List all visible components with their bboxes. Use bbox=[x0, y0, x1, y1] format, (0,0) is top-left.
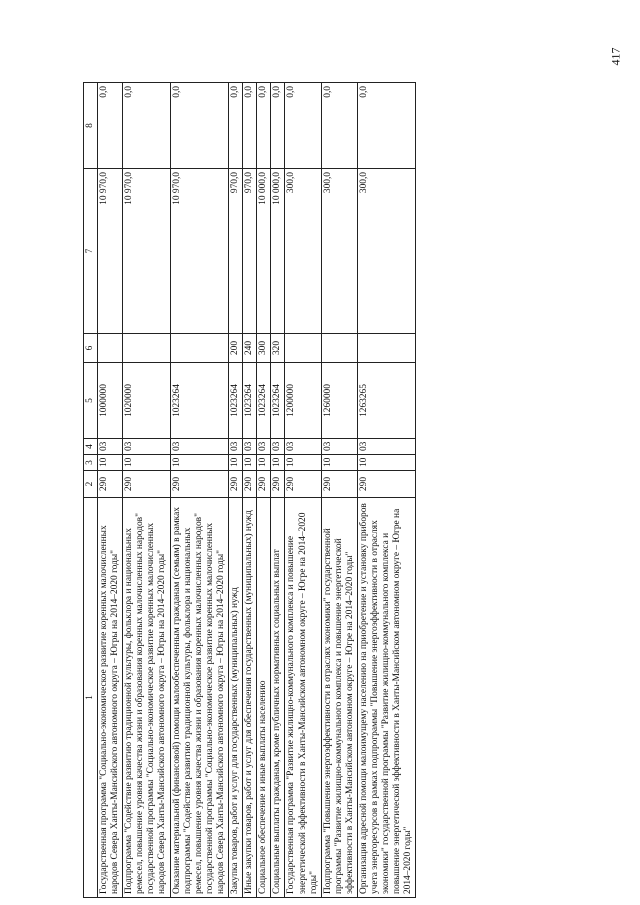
row-description: Подпрограмма "Содействие развитию традиционной культуры, фольклора и национальных ремесел, повышение уровня качества жизни и образования коренных малочисленных народов" государственной программы "Социально-экономическое развитие коренных малочисленных народов Севера Ханты-Мансийского автономного округа – Югры на 2014–2020 годы" bbox=[123, 498, 170, 898]
cell-subsection: 03 bbox=[170, 439, 228, 455]
row-description: Подпрограмма "Повышение энергоэффективности в отраслях экономики" государственной программы "Развитие жилищно-коммунального комплекса и повышение энергетической эффективности в Ханты-Мансийском автономном округе – Югре на 2014–2020 годы" bbox=[321, 498, 357, 898]
cell-expense-type bbox=[170, 334, 228, 363]
cell-amount-2: 0,0 bbox=[229, 83, 243, 169]
row-description: Социальное обеспечение и иные выплаты населению bbox=[257, 498, 271, 898]
cell-expense-type bbox=[98, 334, 123, 363]
cell-section: 10 bbox=[229, 455, 243, 471]
cell-section: 10 bbox=[257, 455, 271, 471]
cell-amount-2: 0,0 bbox=[243, 83, 257, 169]
cell-subsection: 03 bbox=[98, 439, 123, 455]
column-header: 5 bbox=[84, 363, 98, 439]
cell-subsection: 03 bbox=[321, 439, 357, 455]
cell-section: 10 bbox=[285, 455, 321, 471]
cell-subsection: 03 bbox=[257, 439, 271, 455]
table-row bbox=[257, 83, 271, 898]
column-header: 4 bbox=[84, 439, 98, 455]
cell-target-article: 1020000 bbox=[123, 363, 170, 439]
cell-target-article: 1023264 bbox=[271, 363, 285, 439]
cell-code: 290 bbox=[243, 471, 257, 498]
row-description: Иные закупки товаров, работ и услуг для обеспечения государственных (муниципальных) нужд bbox=[243, 498, 257, 898]
column-header: 1 bbox=[84, 498, 98, 898]
row-description: Организация адресной помощи малоимущему населению на приобретение и установку приборов учета энергоресурсов в рамках подпрограммы "Повышение энергоэффективности в отраслях экономики" государственной программы "Развитие жилищно-коммунального комплекса и повышение энергетической эффективности в Ханты-Мансийском автономном округе – Югре на 2014–2020 годы" bbox=[357, 498, 415, 898]
column-header: 8 bbox=[84, 83, 98, 169]
cell-amount-2: 0,0 bbox=[357, 83, 415, 169]
cell-code: 290 bbox=[98, 471, 123, 498]
row-description: Государственная программа "Развитие жилищно-коммунального комплекса и повышение энергетической эффективности в Ханты-Мансийском автономном округе – Югре на 2014–2020 годы" bbox=[285, 498, 321, 898]
row-description: Социальные выплаты гражданам, кроме публичных нормативных социальных выплат bbox=[271, 498, 285, 898]
cell-expense-type: 240 bbox=[243, 334, 257, 363]
cell-target-article: 1023264 bbox=[170, 363, 228, 439]
cell-expense-type bbox=[357, 334, 415, 363]
cell-amount: 10 970,0 bbox=[98, 169, 123, 334]
cell-target-article: 1200000 bbox=[285, 363, 321, 439]
cell-section: 10 bbox=[271, 455, 285, 471]
cell-expense-type: 300 bbox=[257, 334, 271, 363]
cell-target-article: 1023264 bbox=[257, 363, 271, 439]
cell-code: 290 bbox=[357, 471, 415, 498]
cell-amount: 10 970,0 bbox=[170, 169, 228, 334]
table-row bbox=[321, 83, 357, 898]
cell-expense-type bbox=[285, 334, 321, 363]
cell-subsection: 03 bbox=[285, 439, 321, 455]
cell-code: 290 bbox=[321, 471, 357, 498]
column-header: 3 bbox=[84, 455, 98, 471]
table-row bbox=[98, 83, 123, 898]
cell-code: 290 bbox=[257, 471, 271, 498]
cell-amount-2: 0,0 bbox=[285, 83, 321, 169]
cell-amount: 300,0 bbox=[285, 169, 321, 334]
table-row bbox=[243, 83, 257, 898]
cell-target-article: 1000000 bbox=[98, 363, 123, 439]
cell-target-article: 1263265 bbox=[357, 363, 415, 439]
cell-section: 10 bbox=[98, 455, 123, 471]
table-row bbox=[123, 83, 170, 898]
budget-table bbox=[83, 82, 416, 898]
cell-amount-2: 0,0 bbox=[123, 83, 170, 169]
cell-expense-type: 200 bbox=[229, 334, 243, 363]
table-row bbox=[170, 83, 228, 898]
cell-subsection: 03 bbox=[229, 439, 243, 455]
table-row bbox=[229, 83, 243, 898]
table-row bbox=[271, 83, 285, 898]
cell-target-article: 1260000 bbox=[321, 363, 357, 439]
cell-subsection: 03 bbox=[271, 439, 285, 455]
cell-amount: 970,0 bbox=[229, 169, 243, 334]
cell-amount: 300,0 bbox=[357, 169, 415, 334]
cell-amount: 10 000,0 bbox=[271, 169, 285, 334]
cell-amount-2: 0,0 bbox=[170, 83, 228, 169]
cell-section: 10 bbox=[123, 455, 170, 471]
table-row bbox=[285, 83, 321, 898]
cell-amount-2: 0,0 bbox=[271, 83, 285, 169]
cell-code: 290 bbox=[229, 471, 243, 498]
row-description: Государственная программа "Социально-экономическое развитие коренных малочисленных народов Севера Ханты-Мансийского автономного округа – Югры на 2014–2020 годы" bbox=[98, 498, 123, 898]
cell-amount-2: 0,0 bbox=[321, 83, 357, 169]
cell-expense-type bbox=[321, 334, 357, 363]
column-header: 2 bbox=[84, 471, 98, 498]
page-number bbox=[604, 44, 628, 68]
cell-amount: 300,0 bbox=[321, 169, 357, 334]
cell-amount-2: 0,0 bbox=[257, 83, 271, 169]
cell-section: 10 bbox=[357, 455, 415, 471]
table-row bbox=[357, 83, 415, 898]
row-description: Закупка товаров, работ и услуг для государственных (муниципальных) нужд bbox=[229, 498, 243, 898]
cell-expense-type: 320 bbox=[271, 334, 285, 363]
row-description: Оказание материальной (финансовой) помощи малообеспеченным гражданам (семьям) в рамках подпрограммы "Содействие развитию традиционной культуры, фольклора и национальных ремесел, повышение уровня качества жизни и образования коренных малочисленных народов" государственной программы "Социально-экономическое развитие коренных малочисленных народов Севера Ханты-Мансийского автономного округа – Югры на 2014–2020 годы" bbox=[170, 498, 228, 898]
cell-amount: 10 970,0 bbox=[123, 169, 170, 334]
cell-amount: 970,0 bbox=[243, 169, 257, 334]
cell-section: 10 bbox=[170, 455, 228, 471]
cell-subsection: 03 bbox=[243, 439, 257, 455]
cell-subsection: 03 bbox=[123, 439, 170, 455]
cell-subsection: 03 bbox=[357, 439, 415, 455]
cell-section: 10 bbox=[321, 455, 357, 471]
column-header: 7 bbox=[84, 169, 98, 334]
cell-amount: 10 000,0 bbox=[257, 169, 271, 334]
cell-target-article: 1023264 bbox=[243, 363, 257, 439]
cell-expense-type bbox=[123, 334, 170, 363]
page-number-text: 417 bbox=[608, 47, 623, 65]
rotated-table-container bbox=[83, 83, 613, 898]
header-row bbox=[84, 83, 98, 898]
cell-code: 290 bbox=[123, 471, 170, 498]
cell-code: 290 bbox=[271, 471, 285, 498]
column-header: 6 bbox=[84, 334, 98, 363]
cell-code: 290 bbox=[170, 471, 228, 498]
cell-amount-2: 0,0 bbox=[98, 83, 123, 169]
cell-section: 10 bbox=[243, 455, 257, 471]
cell-target-article: 1023264 bbox=[229, 363, 243, 439]
cell-code: 290 bbox=[285, 471, 321, 498]
